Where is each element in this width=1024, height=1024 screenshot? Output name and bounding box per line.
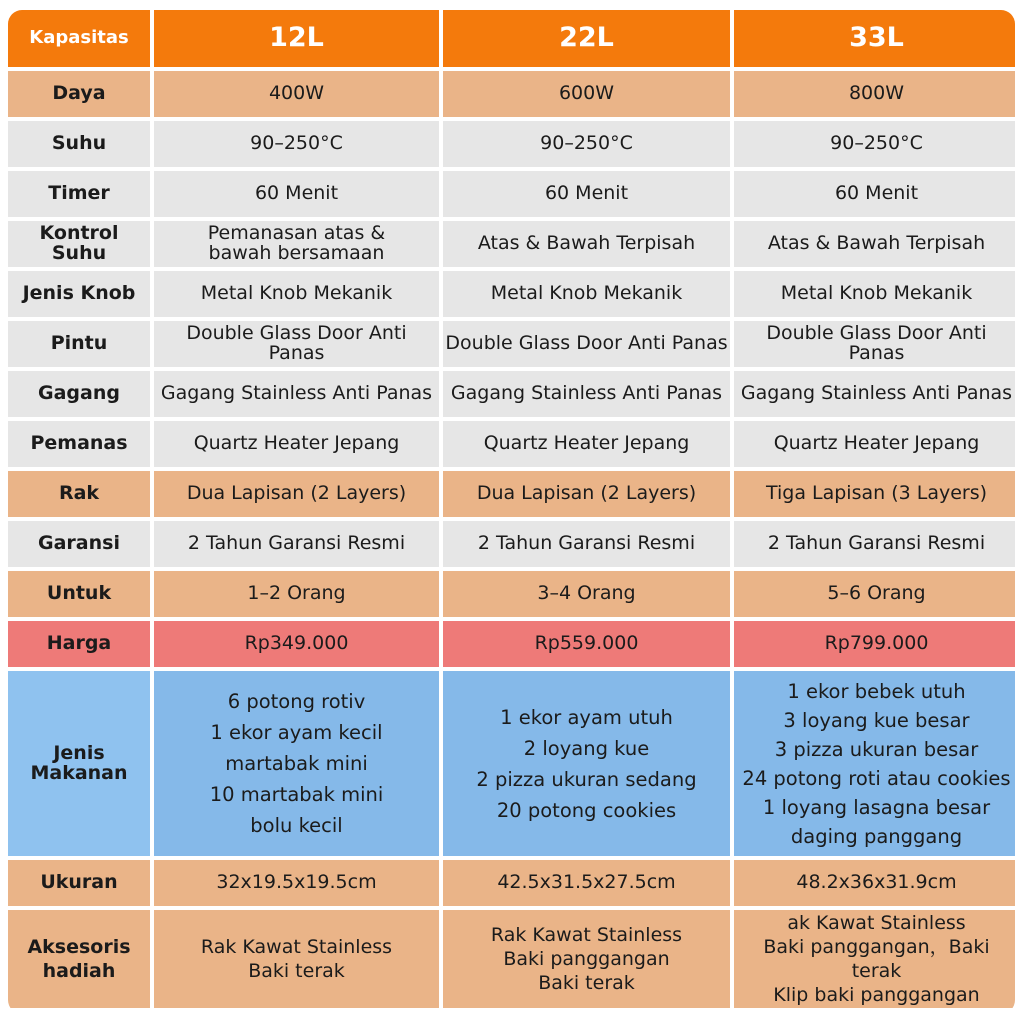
cell-jenis-knob-33l: Metal Knob Mekanik (734, 271, 1015, 317)
cell-aksesoris-12l (154, 910, 439, 1008)
row-label-jenis-knob: Jenis Knob (8, 271, 150, 317)
cell-kontrol-suhu-33l: Atas & Bawah Terpisah (734, 221, 1015, 267)
cell-ukuran-33l: 48.2x36x31.9cm (734, 860, 1015, 906)
cell-pemanas-12l: Quartz Heater Jepang (154, 421, 439, 467)
row-label-ukuran: Ukuran (8, 860, 150, 906)
makanan-33l-item: 24 potong roti atau cookies (742, 766, 1011, 790)
header-capacity-33l: 33L (734, 10, 1015, 67)
cell-timer-33l: 60 Menit (734, 171, 1015, 217)
cell-garansi-12l: 2 Tahun Garansi Resmi (154, 521, 439, 567)
row-label-timer: Timer (8, 171, 150, 217)
cell-suhu-33l: 90–250°C (734, 121, 1015, 167)
aksesoris-22l-item: Baki terak (538, 972, 635, 994)
cell-garansi-33l: 2 Tahun Garansi Resmi (734, 521, 1015, 567)
cell-harga-33l: Rp799.000 (734, 621, 1015, 667)
kontrol-suhu-12l-line-2: bawah bersamaan (208, 242, 385, 264)
row-label-pintu: Pintu (8, 321, 150, 367)
cell-pintu-33l: Double Glass Door Anti Panas (734, 321, 1015, 367)
aksesoris-label-line-2: hadiah (42, 960, 116, 982)
cell-daya-22l: 600W (443, 71, 730, 117)
cell-harga-22l: Rp559.000 (443, 621, 730, 667)
cell-aksesoris-33l (734, 910, 1015, 1008)
cell-ukuran-22l: 42.5x31.5x27.5cm (443, 860, 730, 906)
row-label-rak: Rak (8, 471, 150, 517)
cell-pemanas-22l: Quartz Heater Jepang (443, 421, 730, 467)
cell-timer-22l: 60 Menit (443, 171, 730, 217)
row-label-untuk: Untuk (8, 571, 150, 617)
makanan-22l-item: 1 ekor ayam utuh (500, 705, 673, 729)
spec-comparison-table (8, 10, 1015, 1014)
row-label-daya: Daya (8, 71, 150, 117)
cell-kontrol-suhu-12l (154, 221, 439, 267)
row-label-kontrol-suhu: Kontrol Suhu (8, 221, 150, 267)
cell-rak-12l: Dua Lapisan (2 Layers) (154, 471, 439, 517)
makanan-12l-item: bolu kecil (250, 814, 343, 837)
jenis-makanan-label-line-1: Jenis (53, 741, 105, 764)
cell-garansi-22l: 2 Tahun Garansi Resmi (443, 521, 730, 567)
cell-makanan-12l (154, 671, 439, 856)
cell-jenis-knob-22l: Metal Knob Mekanik (443, 271, 730, 317)
aksesoris-12l-item: Rak Kawat Stainless (200, 936, 393, 958)
cell-pintu-22l: Double Glass Door Anti Panas (443, 321, 730, 367)
makanan-33l-item: 3 pizza ukuran besar (774, 737, 979, 761)
cell-jenis-knob-12l: Metal Knob Mekanik (154, 271, 439, 317)
cell-rak-33l: Tiga Lapisan (3 Layers) (734, 471, 1015, 517)
makanan-22l-item: 2 pizza ukuran sedang (476, 767, 697, 791)
makanan-12l-item: martabak mini (225, 752, 368, 775)
row-label-gagang: Gagang (8, 371, 150, 417)
cell-untuk-12l: 1–2 Orang (154, 571, 439, 617)
aksesoris-22l-item: Rak Kawat Stainless (490, 924, 683, 946)
cell-makanan-33l (734, 671, 1015, 856)
row-label-harga: Harga (8, 621, 150, 667)
cell-suhu-22l: 90–250°C (443, 121, 730, 167)
aksesoris-33l-item: Klip baki panggangan (773, 984, 980, 1006)
aksesoris-12l-item: Baki terak (248, 960, 345, 982)
row-label-suhu: Suhu (8, 121, 150, 167)
row-label-pemanas: Pemanas (8, 421, 150, 467)
aksesoris-label-line-1: Aksesoris (27, 936, 131, 958)
makanan-33l-item: daging panggang (790, 824, 963, 848)
cell-pintu-12l: Double Glass Door Anti Panas (154, 321, 439, 367)
cell-suhu-12l: 90–250°C (154, 121, 439, 167)
row-label-jenis-makanan (8, 671, 150, 856)
header-capacity-12l: 12L (154, 10, 439, 67)
cell-daya-33l: 800W (734, 71, 1015, 117)
cell-kontrol-suhu-22l: Atas & Bawah Terpisah (443, 221, 730, 267)
cell-harga-12l: Rp349.000 (154, 621, 439, 667)
cell-makanan-22l (443, 671, 730, 856)
cell-untuk-22l: 3–4 Orang (443, 571, 730, 617)
makanan-12l-item: 1 ekor ayam kecil (210, 721, 383, 744)
aksesoris-33l-item: Baki panggangan，Baki terak (763, 936, 990, 982)
makanan-12l-item: 6 potong rotiv (227, 690, 366, 713)
aksesoris-33l-item: ak Kawat Stainless (787, 912, 966, 934)
cell-aksesoris-22l (443, 910, 730, 1008)
cell-rak-22l: Dua Lapisan (2 Layers) (443, 471, 730, 517)
cell-untuk-33l: 5–6 Orang (734, 571, 1015, 617)
makanan-22l-item: 20 potong cookies (496, 798, 677, 822)
header-kapasitas-label: Kapasitas (8, 10, 150, 67)
makanan-12l-item: 10 martabak mini (209, 783, 384, 806)
aksesoris-22l-item: Baki panggangan (503, 948, 670, 970)
jenis-makanan-label-line-2: Makanan (30, 761, 128, 784)
makanan-33l-item: 1 loyang lasagna besar (762, 795, 991, 819)
makanan-33l-item: 1 ekor bebek utuh (787, 679, 966, 703)
row-label-garansi: Garansi (8, 521, 150, 567)
cell-gagang-12l: Gagang Stainless Anti Panas (154, 371, 439, 417)
kontrol-suhu-12l-line-1: Pemanasan atas & (207, 222, 386, 245)
cell-gagang-22l: Gagang Stainless Anti Panas (443, 371, 730, 417)
row-label-aksesoris-hadiah (8, 910, 150, 1008)
cell-daya-12l: 400W (154, 71, 439, 117)
cell-gagang-33l: Gagang Stainless Anti Panas (734, 371, 1015, 417)
cell-pemanas-33l: Quartz Heater Jepang (734, 421, 1015, 467)
cell-timer-12l: 60 Menit (154, 171, 439, 217)
header-capacity-22l: 22L (443, 10, 730, 67)
makanan-22l-item: 2 loyang kue (523, 736, 650, 760)
cell-ukuran-12l: 32x19.5x19.5cm (154, 860, 439, 906)
makanan-33l-item: 3 loyang kue besar (783, 708, 970, 732)
